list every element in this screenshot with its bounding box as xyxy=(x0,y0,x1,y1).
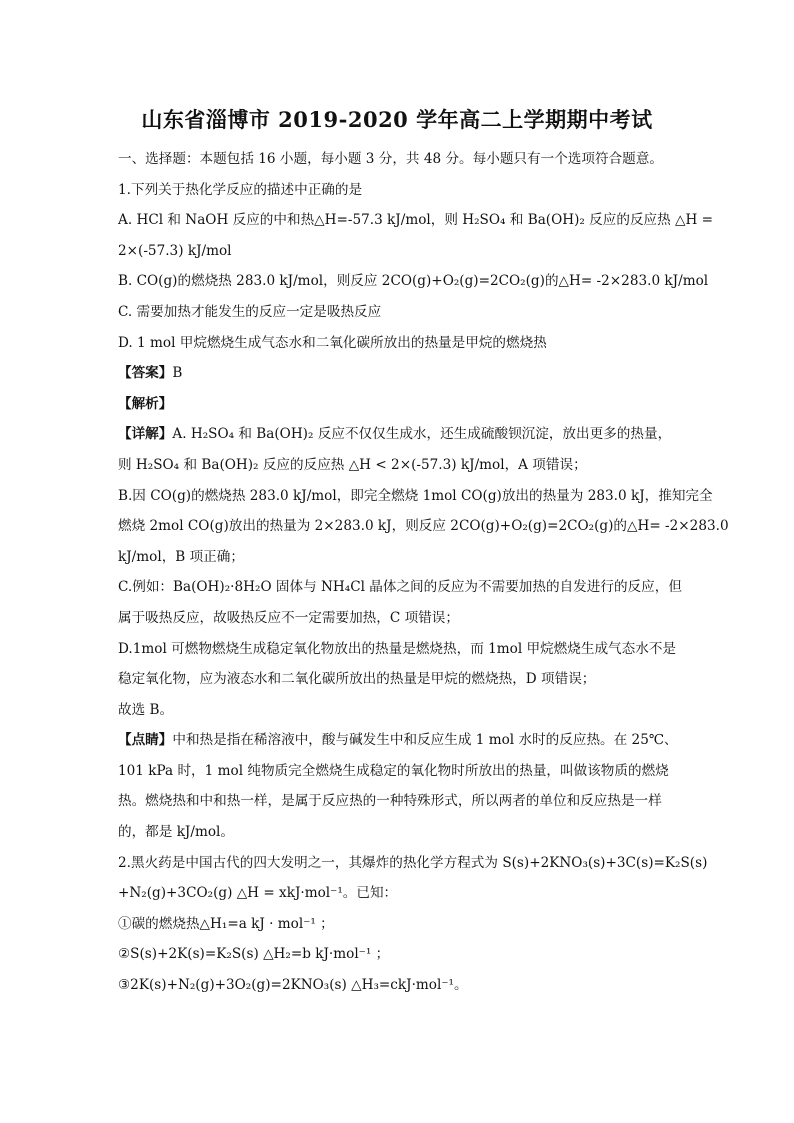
point-line-2: 101 kPa 时，1 mol 纯物质完全燃烧生成稳定的氧化物时所放出的热量，叫做该物质的燃烧 xyxy=(118,762,669,779)
detail-line-7: 属于吸热反应，故吸热反应不一定需要加热，C 项错误； xyxy=(118,609,459,626)
analysis-label: 【解析】 xyxy=(118,395,173,412)
answer-value: B xyxy=(172,365,183,382)
question-2-item-2: ②S(s)+2K(s)=K₂S(s) △H₂=b kJ·mol⁻¹ ； xyxy=(118,946,390,963)
detail-label: 【详解】 xyxy=(118,426,173,443)
question-1-option-a: A. HCl 和 NaOH 反应的中和热△H=-57.3 kJ/mol，则 H₂SO₄ 和 Ba(OH)₂ 反应的反应热 △H = xyxy=(118,212,714,229)
detail-line-2: 则 H₂SO₄ 和 Ba(OH)₂ 反应的反应热 △H < 2×(-57.3) kJ/mol，A 项错误； xyxy=(118,456,587,473)
detail-text-1: A. H₂SO₄ 和 Ba(OH)₂ 反应不仅仅生成水，还生成硫酸钡沉淀，放出更多的热量， xyxy=(172,426,672,443)
detail-line-1 xyxy=(118,419,680,450)
section-header: 一、选择题：本题包括 16 小题，每小题 3 分，共 48 分。每小题只有一个选项符合题意。 xyxy=(118,151,663,167)
document-body xyxy=(118,144,729,1001)
detail-line-3: B.因 CO(g)的燃烧热 283.0 kJ/mol，即完全燃烧 1mol CO(g)放出的热量为 283.0 kJ，推知完全 xyxy=(118,487,713,504)
page-title: 山东省淄博市 2019-2020 学年高二上学期期中考试 xyxy=(141,107,653,132)
question-1-option-d: D. 1 mol 甲烷燃烧生成气态水和二氧化碳所放出的热量是甲烷的燃烧热 xyxy=(118,334,547,351)
question-2-stem: 2.黑火药是中国古代的四大发明之一，其爆炸的热化学方程式为 S(s)+2KNO₃(s)+3C(s)=K₂S(s) xyxy=(118,854,708,871)
detail-line-9: 稳定氧化物，应为液态水和二氧化碳所放出的热量是甲烷的燃烧热，D 项错误； xyxy=(118,671,596,688)
point-line-3: 热。燃烧热和中和热一样，是属于反应热的一种特殊形式，所以两者的单位和反应热是一样 xyxy=(118,793,662,810)
question-1-option-c: C. 需要加热才能发生的反应一定是吸热反应 xyxy=(118,303,382,320)
point-label: 【点睛】 xyxy=(118,732,173,749)
detail-line-6: C.例如：Ba(OH)₂·8H₂O 固体与 NH₄Cl 晶体之间的反应为不需要加热的自发进行的反应，但 xyxy=(118,579,682,596)
question-1-option-a-cont: 2×(-57.3) kJ/mol xyxy=(118,242,232,259)
answer-line xyxy=(118,358,680,389)
detail-line-8: D.1mol 可燃物燃烧生成稳定氧化物放出的热量是燃烧热，而 1mol 甲烷燃烧生成气态水不是 xyxy=(118,640,677,657)
question-2-item-1: ①碳的燃烧热△H₁=a kJ · mol⁻¹ ； xyxy=(118,915,334,932)
question-2-stem-cont: +N₂(g)+3CO₂(g) △H = xkJ·mol⁻¹。已知： xyxy=(118,885,398,902)
detail-line-4: 燃烧 2mol CO(g)放出的热量为 2×283.0 kJ，则反应 2CO(g)+O₂(g)=2CO₂(g)的△H= -2×283.0 xyxy=(118,518,729,535)
question-1-stem: 1.下列关于热化学反应的描述中正确的是 xyxy=(118,181,363,198)
point-line-1 xyxy=(118,725,680,756)
answer-label: 【答案】 xyxy=(118,365,173,382)
question-1-option-b: B. CO(g)的燃烧热 283.0 kJ/mol，则反应 2CO(g)+O₂(g)=2CO₂(g)的△H= -2×283.0 kJ/mol xyxy=(118,273,709,290)
question-2-item-3: ③2K(s)+N₂(g)+3O₂(g)=2KNO₃(s) △H₃=ckJ·mol⁻¹。 xyxy=(118,977,468,994)
point-text-1: 中和热是指在稀溶液中，酸与碱发生中和反应生成 1 mol 水时的反应热。在 25℃、 xyxy=(172,732,678,749)
detail-line-5: kJ/mol，B 项正确； xyxy=(118,548,244,565)
point-line-4: 的，都是 kJ/mol。 xyxy=(118,824,234,841)
detail-line-10: 故选 B。 xyxy=(118,701,174,718)
